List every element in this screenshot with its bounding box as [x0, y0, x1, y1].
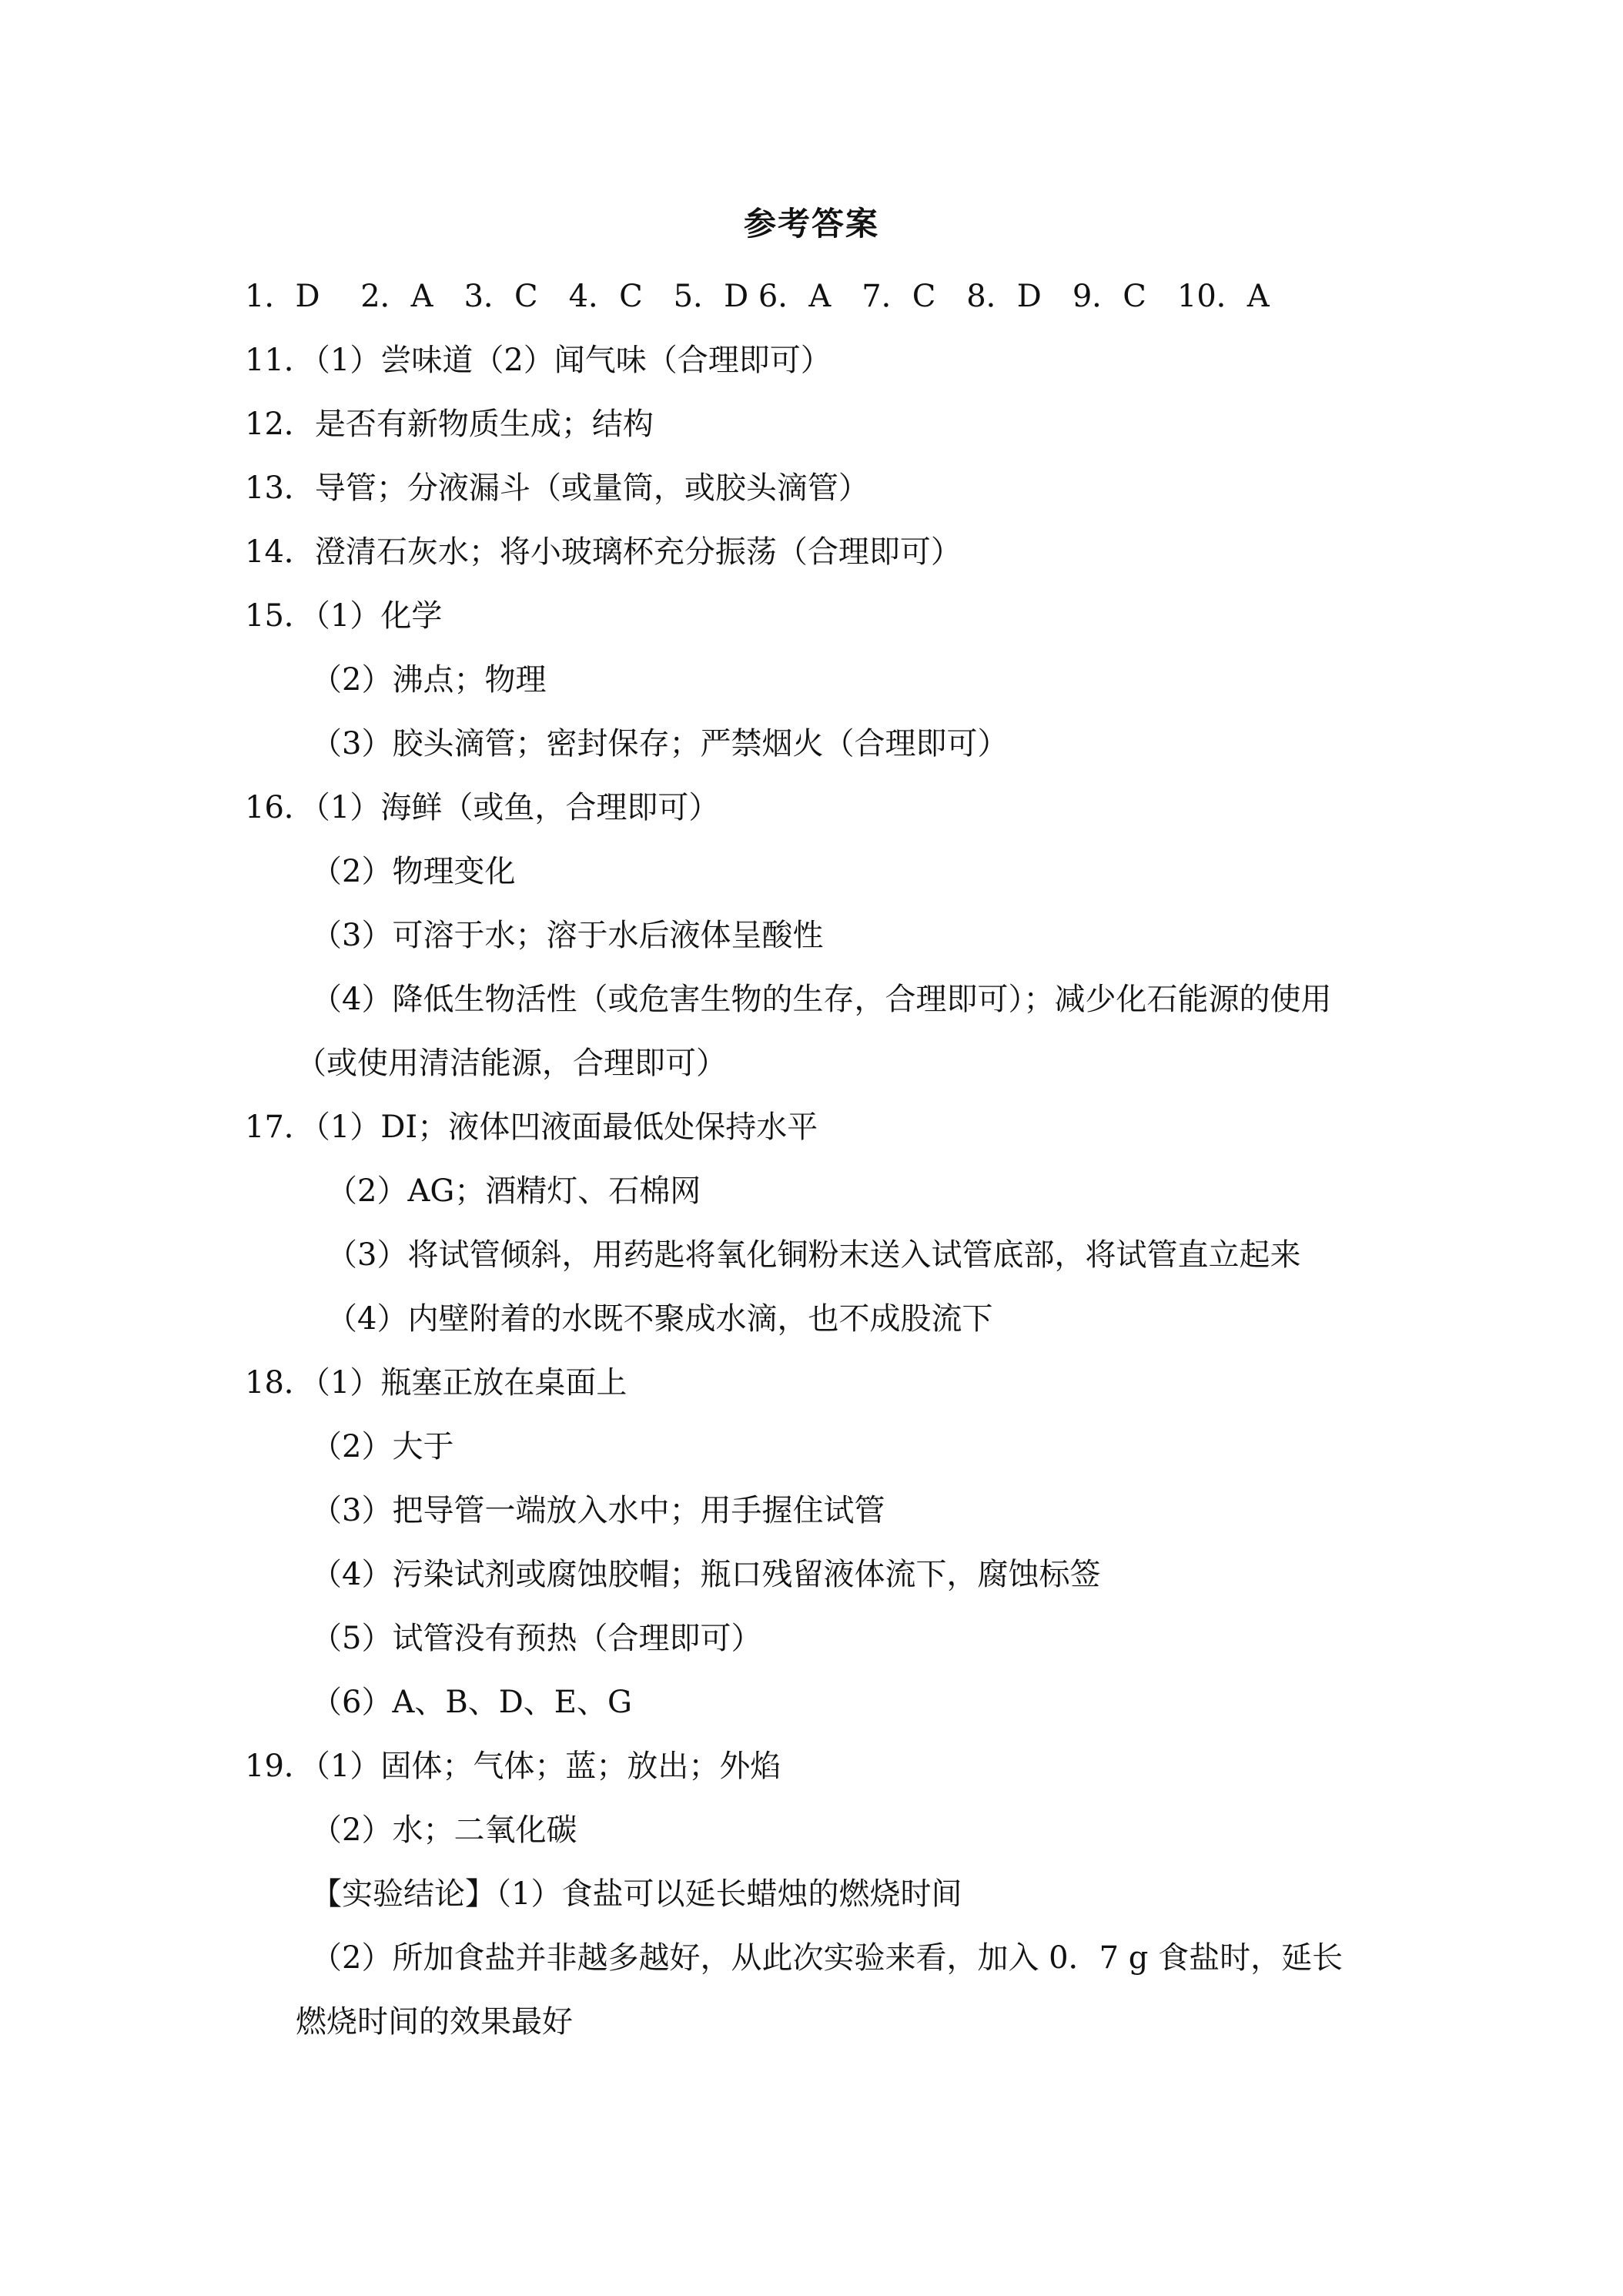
answer-line: （2）大于	[311, 1429, 454, 1464]
answer-line: 15．（1）化学	[245, 598, 443, 634]
answer-line: （4）内壁附着的水既不聚成水滴，也不成股流下	[326, 1301, 993, 1337]
answer-line: （3）将试管倾斜，用药匙将氧化铜粉末送入试管底部，将试管直立起来	[326, 1237, 1301, 1273]
answer-line: 12．是否有新物质生成；结构	[245, 407, 654, 442]
answer-line: 【实验结论】（1）食盐可以延长蜡烛的燃烧时间	[311, 1876, 962, 1912]
answer-line: （2）物理变化	[311, 854, 516, 889]
answer-line: （3）可溶于水；溶于水后液体呈酸性	[311, 918, 824, 953]
answer-line: （2）水；二氧化碳	[311, 1812, 577, 1848]
answer-line: 19．（1）固体；气体；蓝；放出；外焰	[245, 1749, 781, 1784]
answer-line: 燃烧时间的效果最好	[296, 2004, 573, 2040]
answer-line: 16．（1）海鲜（或鱼，合理即可）	[245, 790, 720, 825]
answer-line: （或使用清洁能源，合理即可）	[296, 1046, 727, 1081]
answer-line: 11．（1）尝味道（2）闻气味（合理即可）	[245, 343, 832, 378]
answer-line: 17．（1）DI；液体凹液面最低处保持水平	[245, 1110, 818, 1145]
answer-line: （6）A、B、D、E、G	[311, 1685, 632, 1720]
answer-line: （5）试管没有预热（合理即可）	[311, 1621, 762, 1656]
answer-line: （2）所加食盐并非越多越好，从此次实验来看，加入 0．7 g 食盐时，延长	[311, 1940, 1344, 1976]
answer-line: 18．（1）瓶塞正放在桌面上	[245, 1365, 627, 1401]
page-title: 参考答案	[743, 205, 879, 243]
answer-line: （2）沸点；物理	[311, 662, 547, 698]
answer-line: 14．澄清石灰水；将小玻璃杯充分振荡（合理即可）	[245, 534, 962, 570]
answer-line: 1．D 2．A 3．C 4．C 5．D 6．A 7．C 8．D 9．C 10．A	[245, 279, 1270, 314]
answer-line: （2）AG；酒精灯、石棉网	[326, 1173, 701, 1209]
answer-line: （3）把导管一端放入水中；用手握住试管	[311, 1493, 885, 1528]
answer-line: （3）胶头滴管；密封保存；严禁烟火（合理即可）	[311, 726, 1009, 761]
answer-line: （4）污染试剂或腐蚀胶帽；瓶口残留液体流下，腐蚀标签	[311, 1557, 1101, 1592]
answer-line: （4）降低生物活性（或危害生物的生存，合理即可）；减少化石能源的使用	[311, 982, 1332, 1017]
answer-line: 13．导管；分液漏斗（或量筒，或胶头滴管）	[245, 470, 869, 506]
